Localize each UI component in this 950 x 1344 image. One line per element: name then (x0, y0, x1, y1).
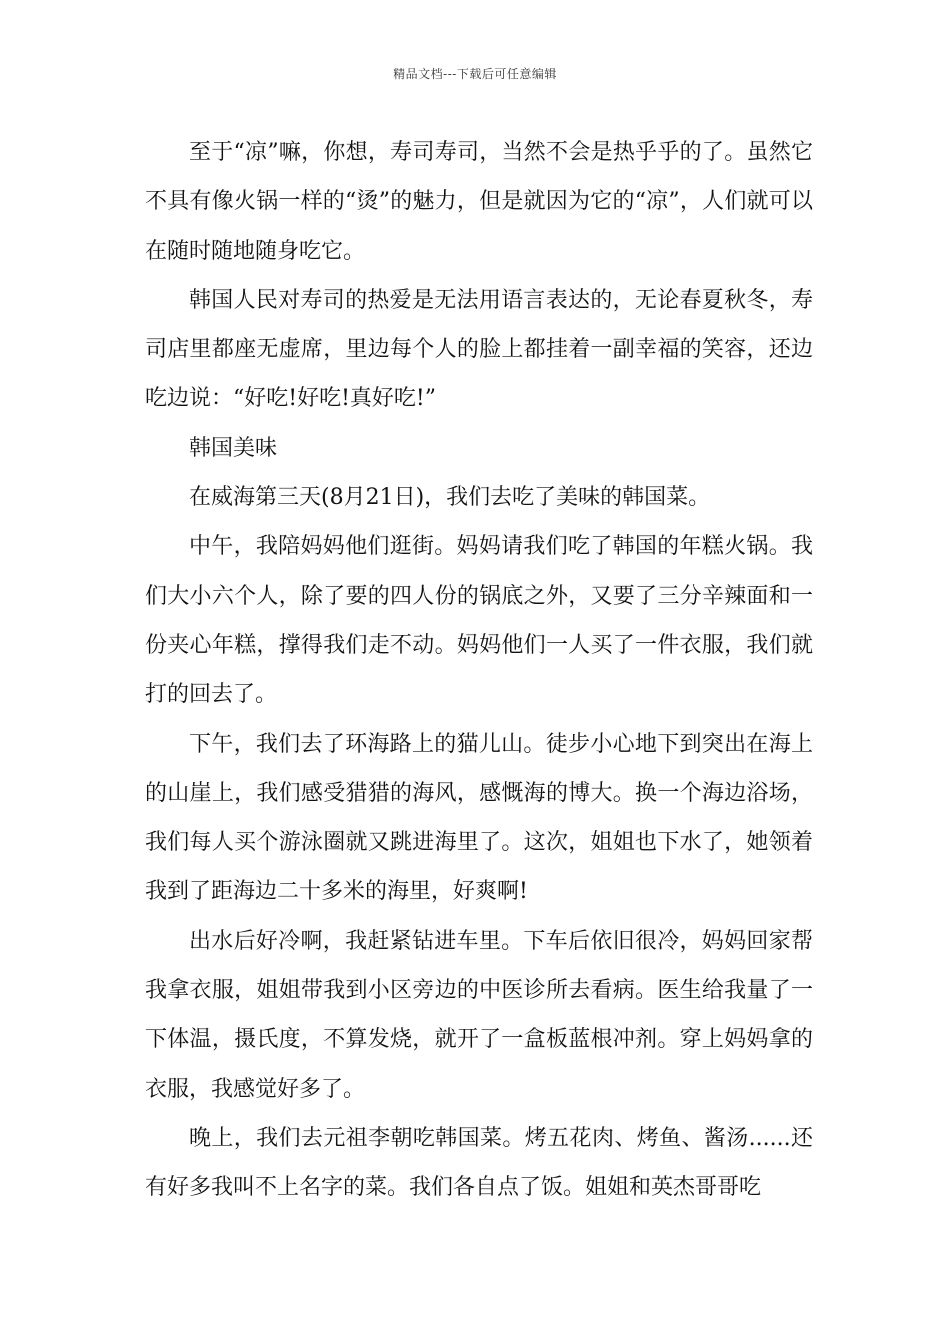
paragraph-sushi-cool: 至于“凉”嘛，你想，寿司寿司，当然不会是热乎乎的了。虽然它不具有像火锅一样的“烫”的魅力，但是就因为它的“凉”，人们就可以在随时随地随身吃它。 (145, 140, 813, 264)
paragraph-noon: 中午，我陪妈妈他们逛街。妈妈请我们吃了韩国的年糕火锅。我们大小六个人，除了要的四人份的锅底之外，又要了三分辛辣面和一份夹心年糕，撑得我们走不动。妈妈他们一人买了一件衣服，我们就打的回去了。 (145, 534, 813, 708)
paragraph-after-swim: 出水后好冷啊，我赶紧钻进车里。下车后依旧很冷，妈妈回家帮我拿衣服，姐姐带我到小区旁边的中医诊所去看病。医生给我量了一下体温，摄氏度，不算发烧，就开了一盒板蓝根冲剂。穿上妈妈拿的衣服，我感觉好多了。 (145, 928, 813, 1102)
paragraph-sushi-love: 韩国人民对寿司的热爱是无法用语言表达的，无论春夏秋冬，寿司店里都座无虚席，里边每个人的脸上都挂着一副幸福的笑容，还边吃边说：“好吃!好吃!真好吃!” (145, 287, 813, 412)
page-header: 精品文档---下载后可任意编辑 (393, 67, 557, 81)
section-title-korean-flavor: 韩国美味 (189, 435, 278, 461)
document-body (145, 128, 813, 1213)
paragraph-afternoon: 下午，我们去了环海路上的猫儿山。徒步小心地下到突出在海上的山崖上，我们感受猎猎的海风，感慨海的博大。换一个海边浴场，我们每人买个游泳圈就又跳进海里了。这次，姐姐也下水了，她领着我到了距海边二十多米的海里，好爽啊! (145, 731, 813, 905)
paragraph-evening: 晚上，我们去元祖李朝吃韩国菜。烤五花肉、烤鱼、酱汤......还有好多我叫不上名字的菜。我们各自点了饭。姐姐和英杰哥哥吃 (145, 1125, 813, 1201)
paragraph-third-day: 在威海第三天(8月21日)，我们去吃了美味的韩国菜。 (189, 485, 711, 511)
